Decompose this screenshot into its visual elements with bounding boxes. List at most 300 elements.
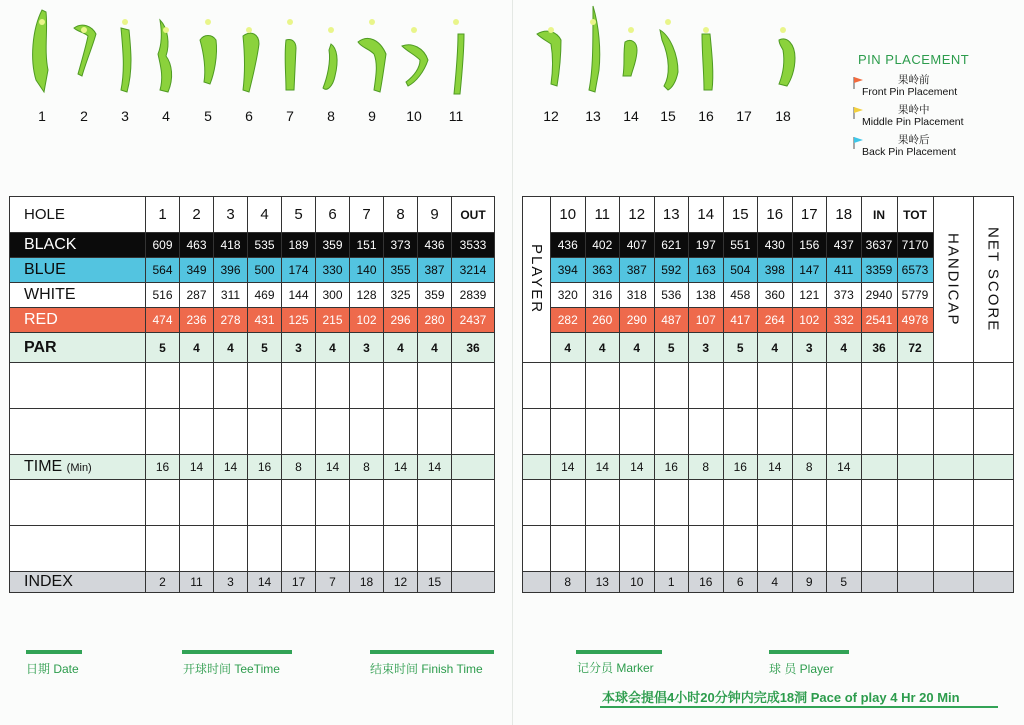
hole-12 bbox=[531, 0, 571, 130]
player-column-label: PLAYER bbox=[523, 197, 551, 363]
net-score-column-label: NET SCORE bbox=[973, 197, 1013, 363]
score-entry-cell[interactable] bbox=[282, 363, 316, 409]
par-yardage-cell: 4 bbox=[384, 333, 418, 363]
index-cell: 6 bbox=[723, 572, 758, 593]
score-entry-cell[interactable] bbox=[248, 363, 282, 409]
score-entry-cell[interactable] bbox=[551, 363, 586, 409]
white-yardage-cell: 316 bbox=[585, 283, 620, 308]
hole-14 bbox=[611, 0, 651, 130]
score-entry-cell[interactable] bbox=[620, 409, 655, 455]
blue-yardage-cell: 349 bbox=[180, 258, 214, 283]
score-entry-cell[interactable] bbox=[523, 363, 551, 409]
time-cell: 8 bbox=[792, 455, 827, 480]
red-yardage-cell: 102 bbox=[350, 308, 384, 333]
time-extra-cell bbox=[897, 455, 933, 480]
score-entry-cell[interactable] bbox=[418, 363, 452, 409]
score-entry-cell[interactable] bbox=[585, 363, 620, 409]
index-total-cell bbox=[452, 572, 495, 593]
red-yardage-cell: 107 bbox=[689, 308, 724, 333]
pin-placement-title: PIN PLACEMENT bbox=[858, 52, 970, 67]
score-entry-cell[interactable] bbox=[180, 409, 214, 455]
score-entry-cell[interactable] bbox=[316, 480, 350, 526]
white-yardage-cell: 516 bbox=[146, 283, 180, 308]
score-entry-cell[interactable] bbox=[180, 526, 214, 572]
black-yardage-cell: 156 bbox=[792, 233, 827, 258]
score-entry-cell[interactable] bbox=[758, 480, 793, 526]
hole-layout-icon bbox=[272, 0, 308, 100]
white-yardage-cell: 360 bbox=[758, 283, 793, 308]
score-entry-cell[interactable] bbox=[827, 480, 862, 526]
back-nine-scorecard bbox=[522, 196, 1014, 593]
score-entry-cell[interactable] bbox=[214, 409, 248, 455]
index-cell: 2 bbox=[146, 572, 180, 593]
score-entry-cell[interactable] bbox=[350, 526, 384, 572]
time-extra-cell bbox=[861, 455, 897, 480]
hole-number: 18 bbox=[775, 108, 791, 124]
score-entry-cell[interactable] bbox=[689, 480, 724, 526]
score-entry-cell[interactable] bbox=[282, 409, 316, 455]
index-row bbox=[523, 572, 1014, 593]
score-entry-cell[interactable] bbox=[523, 526, 551, 572]
score-entry-row bbox=[523, 409, 1014, 455]
blue-yardage-cell: 396 bbox=[214, 258, 248, 283]
hole-number: 7 bbox=[286, 108, 294, 124]
time-cell: 14 bbox=[214, 455, 248, 480]
score-entry-cell[interactable] bbox=[523, 480, 551, 526]
time-label-text: TIME bbox=[24, 458, 67, 475]
hole-number: 4 bbox=[162, 108, 170, 124]
score-entry-cell[interactable] bbox=[214, 526, 248, 572]
par-yardage-cell: 5 bbox=[723, 333, 758, 363]
hole-number-cell: 16 bbox=[758, 197, 793, 233]
blue-yardage-cell: 504 bbox=[723, 258, 758, 283]
hole-layout-icon bbox=[231, 0, 267, 100]
score-entry-cell[interactable] bbox=[10, 409, 146, 455]
score-entry-cell[interactable] bbox=[282, 480, 316, 526]
index-cell: 4 bbox=[758, 572, 793, 593]
score-entry-row bbox=[523, 363, 1014, 409]
blue-tot-total: 6573 bbox=[897, 258, 933, 283]
black-yardage-cell: 359 bbox=[316, 233, 350, 258]
score-entry-row bbox=[10, 409, 495, 455]
score-entry-cell[interactable] bbox=[10, 526, 146, 572]
time-cell: 16 bbox=[654, 455, 689, 480]
time-cell: 14 bbox=[418, 455, 452, 480]
tot-label: TOT bbox=[897, 197, 933, 233]
white-yardage-cell: 144 bbox=[282, 283, 316, 308]
score-entry-cell[interactable] bbox=[418, 409, 452, 455]
score-entry-cell[interactable] bbox=[452, 526, 495, 572]
red-tee-row bbox=[10, 308, 495, 333]
red-yardage-cell: 417 bbox=[723, 308, 758, 333]
score-entry-cell[interactable] bbox=[551, 526, 586, 572]
hole-8 bbox=[311, 0, 351, 130]
black-yardage-cell: 436 bbox=[551, 233, 586, 258]
par-out-total: 36 bbox=[452, 333, 495, 363]
score-entry-cell[interactable] bbox=[282, 526, 316, 572]
time-player-cell bbox=[523, 455, 551, 480]
score-entry-cell[interactable] bbox=[897, 363, 933, 409]
score-entry-cell[interactable] bbox=[248, 409, 282, 455]
time-cell: 14 bbox=[551, 455, 586, 480]
score-entry-cell[interactable] bbox=[248, 526, 282, 572]
hole-13 bbox=[573, 0, 613, 130]
date-line bbox=[26, 650, 82, 654]
score-entry-cell[interactable] bbox=[654, 409, 689, 455]
index-label: INDEX bbox=[10, 572, 146, 593]
score-entry-cell[interactable] bbox=[452, 363, 495, 409]
blue-yardage-cell: 147 bbox=[792, 258, 827, 283]
hole-number: 13 bbox=[585, 108, 601, 124]
score-entry-cell[interactable] bbox=[620, 363, 655, 409]
score-entry-cell[interactable] bbox=[452, 480, 495, 526]
hole-number-cell: 18 bbox=[827, 197, 862, 233]
teetime-label: 开球时间 TeeTime bbox=[183, 662, 280, 676]
par-yardage-cell: 5 bbox=[248, 333, 282, 363]
blue-yardage-cell: 500 bbox=[248, 258, 282, 283]
score-entry-cell[interactable] bbox=[654, 363, 689, 409]
score-entry-cell[interactable] bbox=[248, 480, 282, 526]
score-entry-cell[interactable] bbox=[792, 526, 827, 572]
score-entry-cell[interactable] bbox=[384, 409, 418, 455]
hole-17 bbox=[724, 0, 764, 130]
hole-5 bbox=[188, 0, 228, 130]
score-entry-cell[interactable] bbox=[418, 480, 452, 526]
hole-number: 12 bbox=[543, 108, 559, 124]
black-yardage-cell: 436 bbox=[418, 233, 452, 258]
hole-number-cell: 14 bbox=[689, 197, 724, 233]
par-yardage-cell: 4 bbox=[827, 333, 862, 363]
par-yardage-cell: 4 bbox=[551, 333, 586, 363]
par-label: PAR bbox=[10, 333, 146, 363]
score-entry-cell[interactable] bbox=[689, 363, 724, 409]
black-in-total: 3637 bbox=[861, 233, 897, 258]
score-entry-cell[interactable] bbox=[758, 409, 793, 455]
index-cell: 15 bbox=[418, 572, 452, 593]
blue-label: BLUE bbox=[10, 258, 146, 283]
white-yardage-cell: 287 bbox=[180, 283, 214, 308]
black-tot-total: 7170 bbox=[897, 233, 933, 258]
time-row bbox=[523, 455, 1014, 480]
hole-layout-icon bbox=[190, 0, 226, 100]
blue-yardage-cell: 411 bbox=[827, 258, 862, 283]
marker-line bbox=[576, 650, 662, 654]
score-entry-cell[interactable] bbox=[689, 526, 724, 572]
blue-in-total: 3359 bbox=[861, 258, 897, 283]
score-entry-cell[interactable] bbox=[861, 480, 897, 526]
black-yardage-cell: 551 bbox=[723, 233, 758, 258]
hole-2 bbox=[64, 0, 104, 130]
par-yardage-cell: 4 bbox=[316, 333, 350, 363]
hole-number: 17 bbox=[736, 108, 752, 124]
score-entry-cell[interactable] bbox=[723, 363, 758, 409]
time-unit: (Min) bbox=[66, 462, 92, 474]
score-entry-cell[interactable] bbox=[350, 363, 384, 409]
score-entry-cell[interactable] bbox=[933, 363, 973, 409]
blue-yardage-cell: 387 bbox=[620, 258, 655, 283]
white-in-total: 2940 bbox=[861, 283, 897, 308]
hole-layout-icon bbox=[396, 0, 432, 100]
score-entry-cell[interactable] bbox=[827, 409, 862, 455]
time-cell: 8 bbox=[282, 455, 316, 480]
score-entry-cell[interactable] bbox=[758, 363, 793, 409]
hole-header-row bbox=[10, 197, 495, 233]
score-entry-cell[interactable] bbox=[214, 363, 248, 409]
white-yardage-cell: 320 bbox=[551, 283, 586, 308]
score-entry-cell[interactable] bbox=[316, 363, 350, 409]
score-entry-cell[interactable] bbox=[551, 409, 586, 455]
red-yardage-cell: 487 bbox=[654, 308, 689, 333]
date-label: 日期 Date bbox=[26, 662, 79, 676]
red-tot-total: 4978 bbox=[897, 308, 933, 333]
hole-header-row bbox=[523, 197, 1014, 233]
hole-4 bbox=[146, 0, 186, 130]
score-entry-cell[interactable] bbox=[180, 363, 214, 409]
par-yardage-cell: 3 bbox=[689, 333, 724, 363]
score-entry-cell[interactable] bbox=[933, 480, 973, 526]
black-yardage-cell: 189 bbox=[282, 233, 316, 258]
par-yardage-cell: 4 bbox=[620, 333, 655, 363]
index-cell: 5 bbox=[827, 572, 862, 593]
score-entry-cell[interactable] bbox=[792, 409, 827, 455]
hole-layout-icon bbox=[650, 0, 686, 100]
score-entry-cell[interactable] bbox=[723, 409, 758, 455]
hole-layout-icon bbox=[354, 0, 390, 100]
score-entry-cell[interactable] bbox=[350, 480, 384, 526]
white-yardage-cell: 138 bbox=[689, 283, 724, 308]
blue-yardage-cell: 363 bbox=[585, 258, 620, 283]
blue-yardage-cell: 564 bbox=[146, 258, 180, 283]
score-entry-cell[interactable] bbox=[933, 526, 973, 572]
hole-layout-icon bbox=[613, 0, 649, 100]
red-in-total: 2541 bbox=[861, 308, 897, 333]
white-tee-row bbox=[10, 283, 495, 308]
hole-number: 1 bbox=[38, 108, 46, 124]
front-pin-cn: 果岭前 bbox=[898, 74, 930, 86]
time-cell: 8 bbox=[689, 455, 724, 480]
blue-yardage-cell: 398 bbox=[758, 258, 793, 283]
score-entry-cell[interactable] bbox=[723, 480, 758, 526]
white-yardage-cell: 311 bbox=[214, 283, 248, 308]
score-entry-cell[interactable] bbox=[418, 526, 452, 572]
front-pin-en: Front Pin Placement bbox=[862, 86, 958, 98]
score-entry-cell[interactable] bbox=[10, 363, 146, 409]
index-cell: 17 bbox=[282, 572, 316, 593]
red-yardage-cell: 474 bbox=[146, 308, 180, 333]
score-entry-cell[interactable] bbox=[861, 363, 897, 409]
back-pin-cn: 果岭后 bbox=[898, 134, 930, 146]
score-entry-cell[interactable] bbox=[146, 480, 180, 526]
red-yardage-cell: 102 bbox=[792, 308, 827, 333]
score-entry-cell[interactable] bbox=[10, 480, 146, 526]
pace-underline bbox=[600, 706, 998, 708]
score-entry-cell[interactable] bbox=[585, 480, 620, 526]
hole-number: 2 bbox=[80, 108, 88, 124]
index-cell: 13 bbox=[585, 572, 620, 593]
score-entry-cell[interactable] bbox=[861, 526, 897, 572]
score-entry-cell[interactable] bbox=[316, 526, 350, 572]
red-yardage-cell: 332 bbox=[827, 308, 862, 333]
hole-number: 9 bbox=[368, 108, 376, 124]
score-entry-cell[interactable] bbox=[146, 409, 180, 455]
score-entry-cell[interactable] bbox=[827, 526, 862, 572]
in-label: IN bbox=[861, 197, 897, 233]
red-yardage-cell: 215 bbox=[316, 308, 350, 333]
score-entry-cell[interactable] bbox=[973, 480, 1013, 526]
hole-number: 8 bbox=[327, 108, 335, 124]
time-cell: 14 bbox=[585, 455, 620, 480]
white-yardage-cell: 128 bbox=[350, 283, 384, 308]
score-entry-cell[interactable] bbox=[973, 363, 1013, 409]
hole-number-cell: 12 bbox=[620, 197, 655, 233]
time-cell: 14 bbox=[758, 455, 793, 480]
hole-7 bbox=[270, 0, 310, 130]
hole-layout-icon bbox=[313, 0, 349, 100]
red-yardage-cell: 282 bbox=[551, 308, 586, 333]
index-cell: 18 bbox=[350, 572, 384, 593]
par-yardage-cell: 4 bbox=[180, 333, 214, 363]
score-entry-cell[interactable] bbox=[523, 409, 551, 455]
back-pin-en: Back Pin Placement bbox=[862, 146, 956, 158]
hole-number-cell: 4 bbox=[248, 197, 282, 233]
score-entry-cell[interactable] bbox=[350, 409, 384, 455]
teetime-line bbox=[182, 650, 292, 654]
hole-layout-icon bbox=[438, 0, 474, 100]
par-yardage-cell: 3 bbox=[282, 333, 316, 363]
par-yardage-cell: 3 bbox=[792, 333, 827, 363]
score-entry-cell[interactable] bbox=[897, 409, 933, 455]
white-yardage-cell: 325 bbox=[384, 283, 418, 308]
score-entry-cell[interactable] bbox=[758, 526, 793, 572]
pace-of-play-note: 本球会提倡4小时20分钟内完成18洞 Pace of play 4 Hr 20 Min bbox=[602, 690, 960, 705]
score-entry-cell[interactable] bbox=[897, 480, 933, 526]
score-entry-row bbox=[10, 526, 495, 572]
score-entry-cell[interactable] bbox=[973, 409, 1013, 455]
score-entry-cell[interactable] bbox=[146, 526, 180, 572]
score-entry-cell[interactable] bbox=[214, 480, 248, 526]
hole-number-cell: 1 bbox=[146, 197, 180, 233]
index-cell: 3 bbox=[214, 572, 248, 593]
score-entry-cell[interactable] bbox=[620, 480, 655, 526]
hole-layout-icon bbox=[688, 0, 724, 100]
score-entry-cell[interactable] bbox=[316, 409, 350, 455]
hole-3 bbox=[105, 0, 145, 130]
score-entry-cell[interactable] bbox=[973, 526, 1013, 572]
black-yardage-cell: 373 bbox=[384, 233, 418, 258]
score-entry-cell[interactable] bbox=[585, 526, 620, 572]
score-entry-cell[interactable] bbox=[384, 480, 418, 526]
black-yardage-cell: 407 bbox=[620, 233, 655, 258]
time-extra-cell bbox=[973, 455, 1013, 480]
score-entry-cell[interactable] bbox=[551, 480, 586, 526]
score-entry-row bbox=[523, 526, 1014, 572]
score-entry-cell[interactable] bbox=[384, 363, 418, 409]
index-cell: 7 bbox=[316, 572, 350, 593]
blue-tee-row bbox=[10, 258, 495, 283]
hole-number: 16 bbox=[698, 108, 714, 124]
index-cell: 12 bbox=[384, 572, 418, 593]
black-yardage-cell: 418 bbox=[214, 233, 248, 258]
black-yardage-cell: 463 bbox=[180, 233, 214, 258]
white-yardage-cell: 536 bbox=[654, 283, 689, 308]
par-tee-row bbox=[10, 333, 495, 363]
blue-yardage-cell: 174 bbox=[282, 258, 316, 283]
score-entry-cell[interactable] bbox=[452, 409, 495, 455]
blue-yardage-cell: 163 bbox=[689, 258, 724, 283]
hole-10 bbox=[394, 0, 434, 130]
score-entry-cell[interactable] bbox=[897, 526, 933, 572]
score-entry-cell[interactable] bbox=[792, 363, 827, 409]
score-entry-cell[interactable] bbox=[585, 409, 620, 455]
hole-number-cell: 5 bbox=[282, 197, 316, 233]
hole-number: 6 bbox=[245, 108, 253, 124]
white-yardage-cell: 359 bbox=[418, 283, 452, 308]
hole-number: 10 bbox=[406, 108, 422, 124]
score-entry-cell[interactable] bbox=[180, 480, 214, 526]
red-yardage-cell: 280 bbox=[418, 308, 452, 333]
hole-number-cell: 15 bbox=[723, 197, 758, 233]
finish-time-label: 结束时间 Finish Time bbox=[370, 662, 483, 676]
hole-number: 5 bbox=[204, 108, 212, 124]
handicap-column-label: HANDICAP bbox=[933, 197, 973, 363]
hole-layout-icon bbox=[533, 0, 569, 100]
index-player-cell bbox=[523, 572, 551, 593]
hole-layout-icon bbox=[24, 0, 60, 100]
score-entry-cell[interactable] bbox=[384, 526, 418, 572]
score-entry-cell[interactable] bbox=[861, 409, 897, 455]
par-yardage-cell: 5 bbox=[654, 333, 689, 363]
par-in-total: 36 bbox=[861, 333, 897, 363]
score-entry-row bbox=[10, 363, 495, 409]
hole-layout-icon bbox=[148, 0, 184, 100]
par-yardage-cell: 4 bbox=[418, 333, 452, 363]
blue-yardage-cell: 330 bbox=[316, 258, 350, 283]
time-extra-cell bbox=[933, 455, 973, 480]
middle-pin-en: Middle Pin Placement bbox=[862, 116, 964, 128]
red-out-total: 2437 bbox=[452, 308, 495, 333]
score-entry-cell[interactable] bbox=[827, 363, 862, 409]
blue-yardage-cell: 355 bbox=[384, 258, 418, 283]
red-yardage-cell: 260 bbox=[585, 308, 620, 333]
index-extra-cell bbox=[861, 572, 897, 593]
hole-number-cell: 9 bbox=[418, 197, 452, 233]
red-yardage-cell: 431 bbox=[248, 308, 282, 333]
score-entry-cell[interactable] bbox=[792, 480, 827, 526]
white-yardage-cell: 469 bbox=[248, 283, 282, 308]
index-extra-cell bbox=[973, 572, 1013, 593]
red-yardage-cell: 296 bbox=[384, 308, 418, 333]
time-cell: 14 bbox=[384, 455, 418, 480]
hole-16 bbox=[686, 0, 726, 130]
white-label: WHITE bbox=[10, 283, 146, 308]
score-entry-cell[interactable] bbox=[723, 526, 758, 572]
score-entry-cell[interactable] bbox=[146, 363, 180, 409]
score-entry-cell[interactable] bbox=[689, 409, 724, 455]
score-entry-cell[interactable] bbox=[933, 409, 973, 455]
out-label: OUT bbox=[452, 197, 495, 233]
index-cell: 9 bbox=[792, 572, 827, 593]
black-yardage-cell: 197 bbox=[689, 233, 724, 258]
hole-number-cell: 8 bbox=[384, 197, 418, 233]
score-entry-cell[interactable] bbox=[620, 526, 655, 572]
blue-yardage-cell: 592 bbox=[654, 258, 689, 283]
white-yardage-cell: 318 bbox=[620, 283, 655, 308]
player-label: 球 员 Player bbox=[769, 662, 834, 676]
hole-number-cell: 3 bbox=[214, 197, 248, 233]
par-yardage-cell: 4 bbox=[214, 333, 248, 363]
score-entry-cell[interactable] bbox=[654, 480, 689, 526]
score-entry-cell[interactable] bbox=[654, 526, 689, 572]
